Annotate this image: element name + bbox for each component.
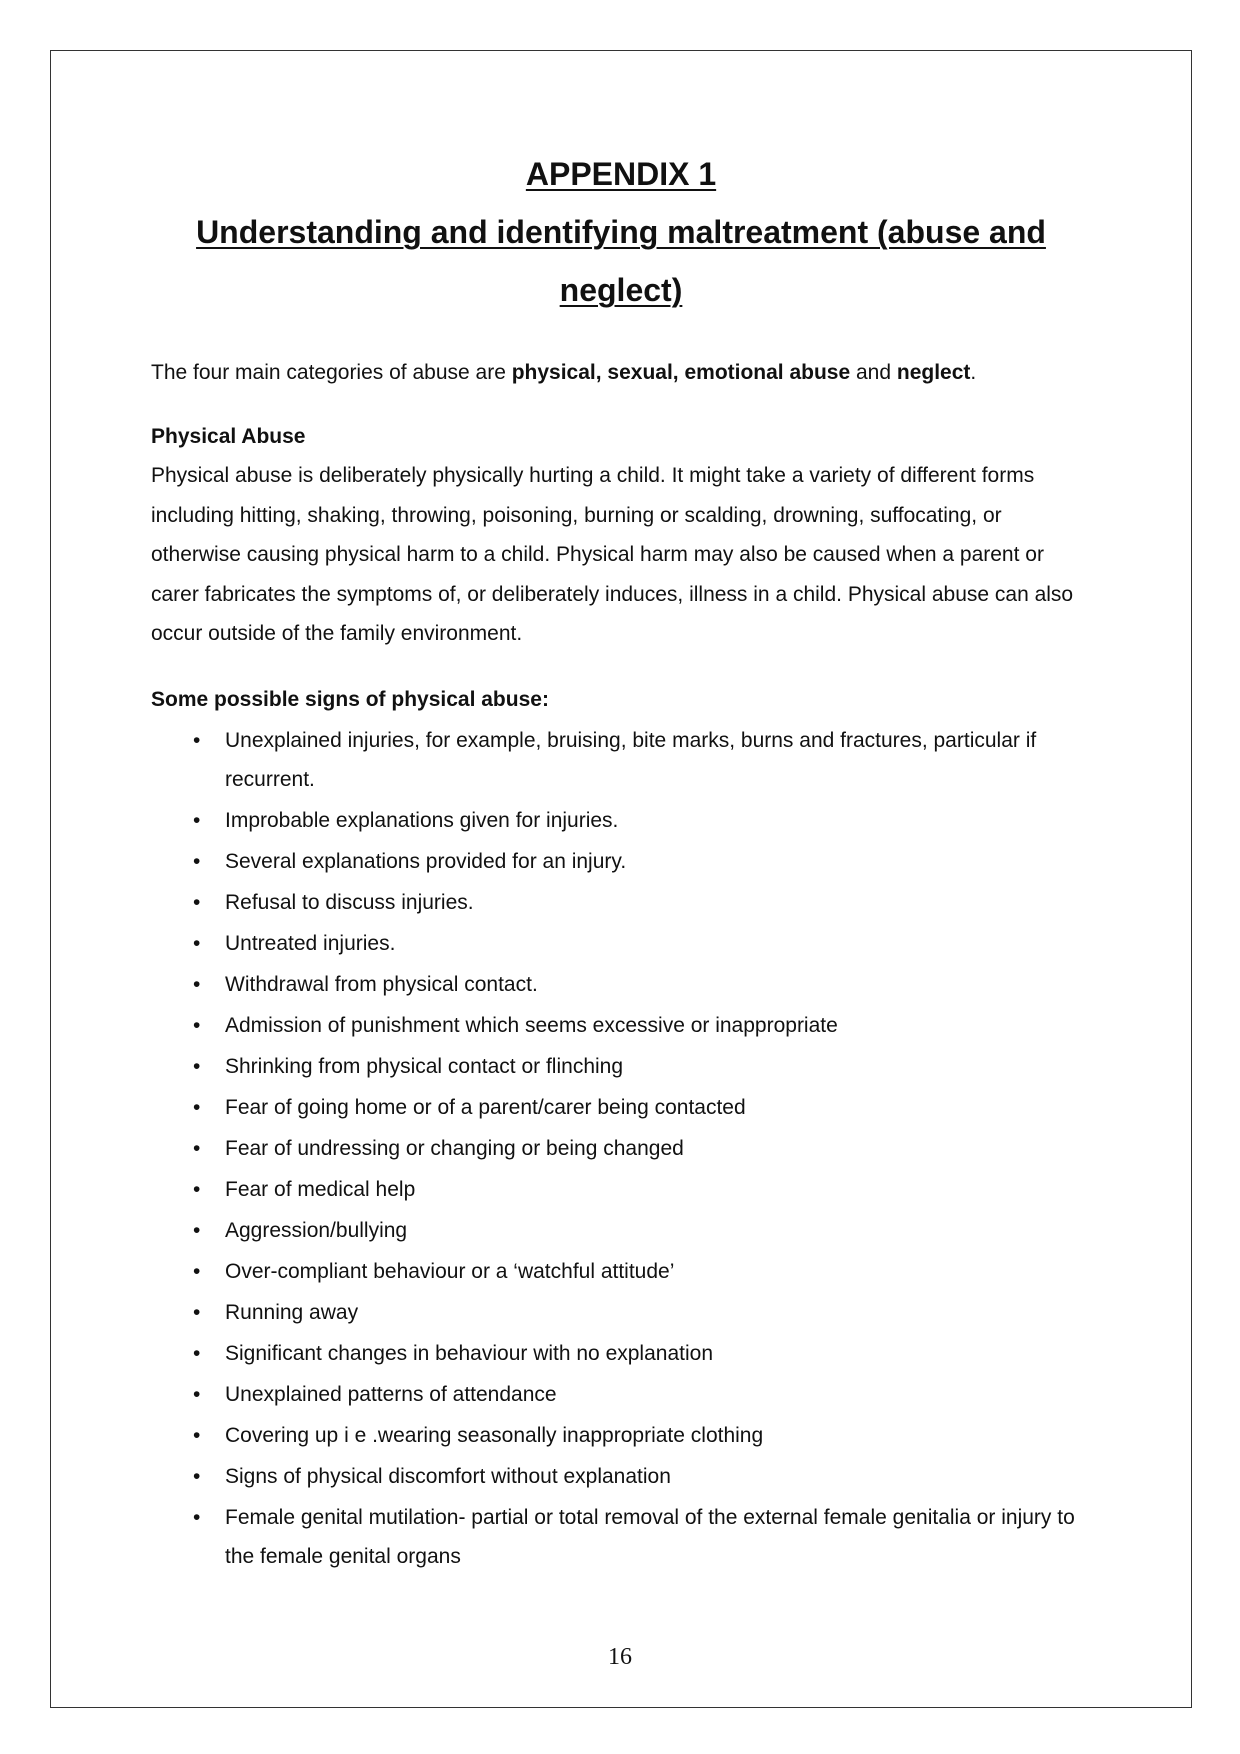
list-item [151, 1088, 1091, 1127]
list-item [151, 1334, 1091, 1373]
bullet-icon: • [193, 972, 201, 996]
list-item-text: Untreated injuries. [225, 931, 396, 955]
bullet-icon: • [193, 1505, 201, 1529]
list-item-text: Aggression/bullying [225, 1218, 408, 1242]
appendix-label: APPENDIX 1 [525, 156, 717, 192]
list-item-text: Covering up i e .wearing seasonally inappropriate clothing [225, 1423, 764, 1447]
list-item [151, 1252, 1091, 1291]
document-body [151, 145, 1091, 1578]
bullet-icon: • [193, 728, 201, 752]
list-item [151, 842, 1091, 881]
list-item [151, 1498, 1091, 1576]
signs-list [151, 721, 1091, 1576]
list-item [151, 1416, 1091, 1455]
bullet-icon: • [193, 1259, 201, 1283]
list-item [151, 1006, 1091, 1045]
list-item-text: Shrinking from physical contact or flinching [225, 1054, 624, 1078]
list-item-text: Several explanations provided for an injury. [225, 849, 627, 873]
bullet-icon: • [193, 1464, 201, 1488]
bullet-icon: • [193, 1423, 201, 1447]
list-item-text: Withdrawal from physical contact. [225, 972, 538, 996]
list-item-text: Signs of physical discomfort without explanation [225, 1464, 671, 1488]
intro-bold-terms: physical, sexual, emotional abuse [511, 361, 851, 384]
bullet-icon: • [193, 1054, 201, 1078]
physical-abuse-paragraph: Physical abuse is deliberately physically hurting a child. It might take a variety of different forms including hitting, shaking, throwing, poisoning, burning or scalding, drowning, suffocating, or otherwise causing physical harm to a child. Physical harm may also be caused when a parent or carer fabricates the symptoms of, or deliberately induces, illness in a child. Physical abuse can also occur outside of the family environment. [151, 464, 1074, 645]
bullet-icon: • [193, 1341, 201, 1365]
list-item-text: Fear of undressing or changing or being changed [225, 1136, 684, 1160]
intro-prefix: The four main categories of abuse are [151, 361, 512, 384]
list-item [151, 1375, 1091, 1414]
list-item-text: Improbable explanations given for injuries. [225, 808, 619, 832]
bullet-icon: • [193, 1177, 201, 1201]
intro-middle: and [850, 361, 897, 384]
list-item [151, 1170, 1091, 1209]
list-item-text: Admission of punishment which seems excessive or inappropriate [225, 1013, 838, 1037]
list-item [151, 883, 1091, 922]
list-item [151, 801, 1091, 840]
list-item [151, 1457, 1091, 1496]
bullet-icon: • [193, 1095, 201, 1119]
bullet-icon: • [193, 931, 201, 955]
list-item [151, 721, 1091, 799]
list-item-text: Unexplained injuries, for example, bruising, bite marks, burns and fractures, particular if recurrent. [225, 728, 1037, 791]
bullet-icon: • [193, 890, 201, 914]
bullet-icon: • [193, 1013, 201, 1037]
bullet-icon: • [193, 1136, 201, 1160]
bullet-icon: • [193, 849, 201, 873]
list-item-text: Unexplained patterns of attendance [225, 1382, 557, 1406]
list-item-text: Fear of going home or of a parent/carer being contacted [225, 1095, 746, 1119]
page-number: 16 [608, 1644, 632, 1670]
list-item [151, 1129, 1091, 1168]
intro-suffix: . [970, 361, 977, 384]
bullet-icon: • [193, 1300, 201, 1324]
list-item [151, 1293, 1091, 1332]
list-item-text: Female genital mutilation- partial or total removal of the external female genitalia or injury to the female genital organs [225, 1505, 1075, 1568]
bullet-icon: • [193, 808, 201, 832]
intro-paragraph [151, 353, 1091, 392]
list-item [151, 965, 1091, 1004]
list-item [151, 924, 1091, 963]
list-item-text: Running away [225, 1300, 359, 1324]
list-item-text: Fear of medical help [225, 1177, 416, 1201]
physical-abuse-heading: Physical Abuse [151, 425, 306, 448]
bullet-icon: • [193, 1218, 201, 1242]
list-item-text: Significant changes in behaviour with no explanation [225, 1341, 713, 1365]
list-item-text: Over-compliant behaviour or a ‘watchful attitude’ [225, 1259, 675, 1283]
intro-bold-last: neglect [896, 361, 971, 384]
list-item [151, 1047, 1091, 1086]
signs-heading: Some possible signs of physical abuse: [151, 687, 549, 711]
page-title: Understanding and identifying maltreatment (abuse and neglect) [196, 214, 1046, 308]
list-item-text: Refusal to discuss injuries. [225, 890, 474, 914]
bullet-icon: • [193, 1382, 201, 1406]
list-item [151, 1211, 1091, 1250]
